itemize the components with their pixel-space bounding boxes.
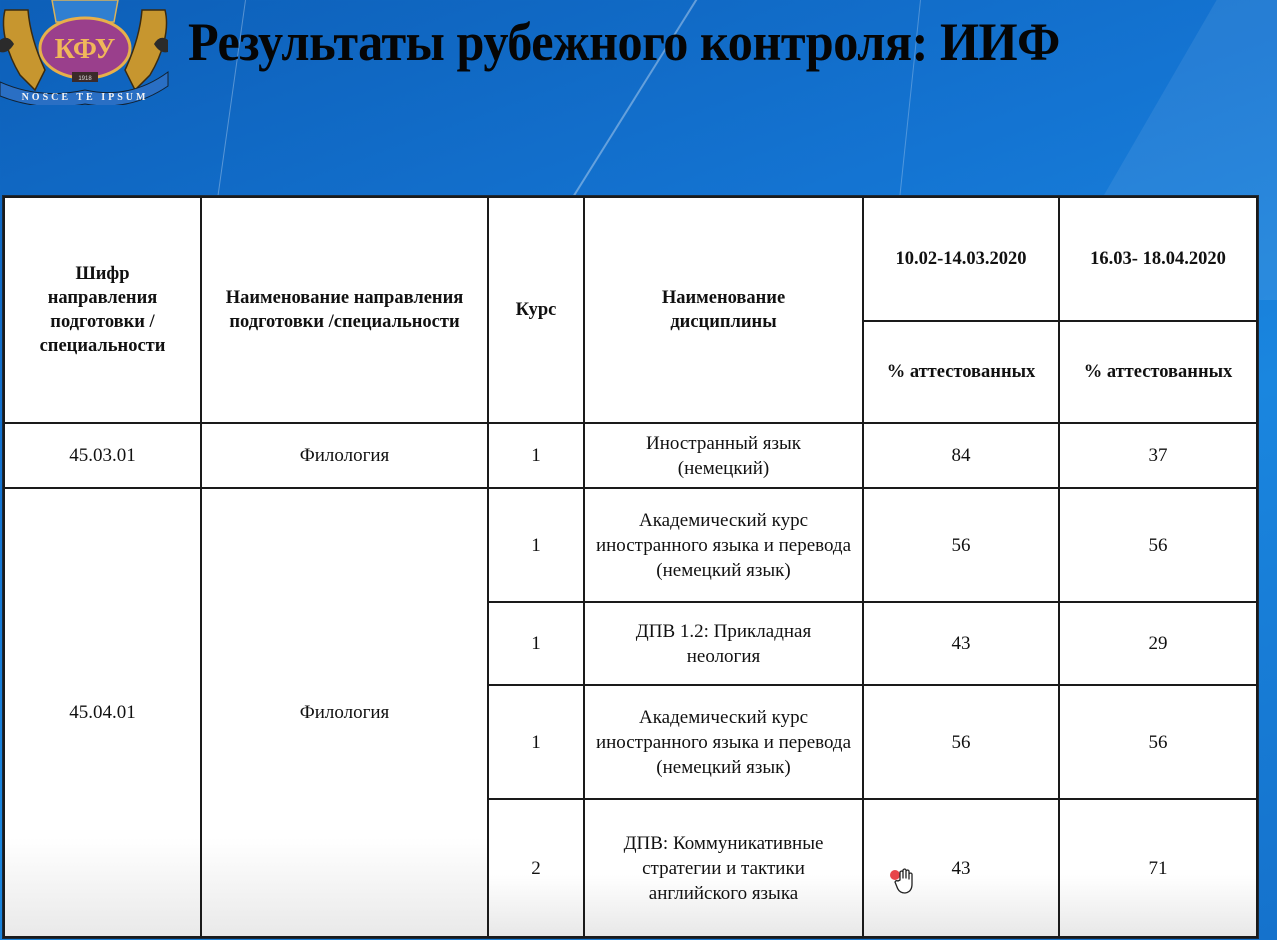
svg-text:1918: 1918 [78, 76, 92, 82]
percent-period-1-cell: 56 [863, 488, 1059, 602]
percent-period-2-cell: 56 [1059, 685, 1257, 799]
code-cell: 45.03.01 [4, 423, 201, 488]
percent-period-2-cell: 56 [1059, 488, 1257, 602]
svg-text:NOSCE TE IPSUM: NOSCE TE IPSUM [21, 92, 149, 103]
course-cell: 1 [488, 488, 584, 602]
percent-period-1-cell: 43 [863, 602, 1059, 685]
code-cell: 45.04.01 [4, 488, 201, 937]
direction-cell: Филология [201, 488, 488, 937]
course-cell: 1 [488, 602, 584, 685]
header-course: Курс [488, 197, 584, 423]
discipline-cell: ДПВ 1.2: Прикладная неология [584, 602, 863, 685]
discipline-cell: Иностранный язык (немецкий) [584, 423, 863, 488]
percent-period-2-cell: 71 [1059, 799, 1257, 937]
header-period-2-percent: % аттестованных [1059, 321, 1257, 423]
course-cell: 1 [488, 423, 584, 488]
header-code: Шифр направления подготовки /специальности [4, 197, 201, 423]
course-cell: 2 [488, 799, 584, 937]
course-cell: 1 [488, 685, 584, 799]
svg-text:КФУ: КФУ [54, 34, 116, 65]
kfu-crest-logo [0, 0, 170, 105]
table-header-row [4, 197, 1257, 321]
header-direction: Наименование направления подготовки /специальности [201, 197, 488, 423]
discipline-cell: ДПВ: Коммуникативные стратегии и тактики английского языка [584, 799, 863, 937]
header-period-2: 16.03- 18.04.2020 [1059, 197, 1257, 321]
header-discipline: Наименование дисциплины [584, 197, 863, 423]
hand-pointer-cursor-icon [888, 866, 920, 896]
slide-title: Результаты рубежного контроля: ИИФ [188, 12, 1060, 72]
table-row [4, 423, 1257, 488]
discipline-cell: Академический курс иностранного языка и перевода (немецкий язык) [584, 685, 863, 799]
discipline-cell: Академический курс иностранного языка и перевода (немецкий язык) [584, 488, 863, 602]
percent-period-1-cell: 56 [863, 685, 1059, 799]
percent-period-1-cell: 43 [863, 799, 1059, 937]
header-period-1: 10.02-14.03.2020 [863, 197, 1059, 321]
results-table [3, 196, 1258, 938]
percent-period-1-cell: 84 [863, 423, 1059, 488]
direction-cell: Филология [201, 423, 488, 488]
header-period-1-percent: % аттестованных [863, 321, 1059, 423]
percent-period-2-cell: 37 [1059, 423, 1257, 488]
table-row [4, 488, 1257, 602]
percent-period-2-cell: 29 [1059, 602, 1257, 685]
